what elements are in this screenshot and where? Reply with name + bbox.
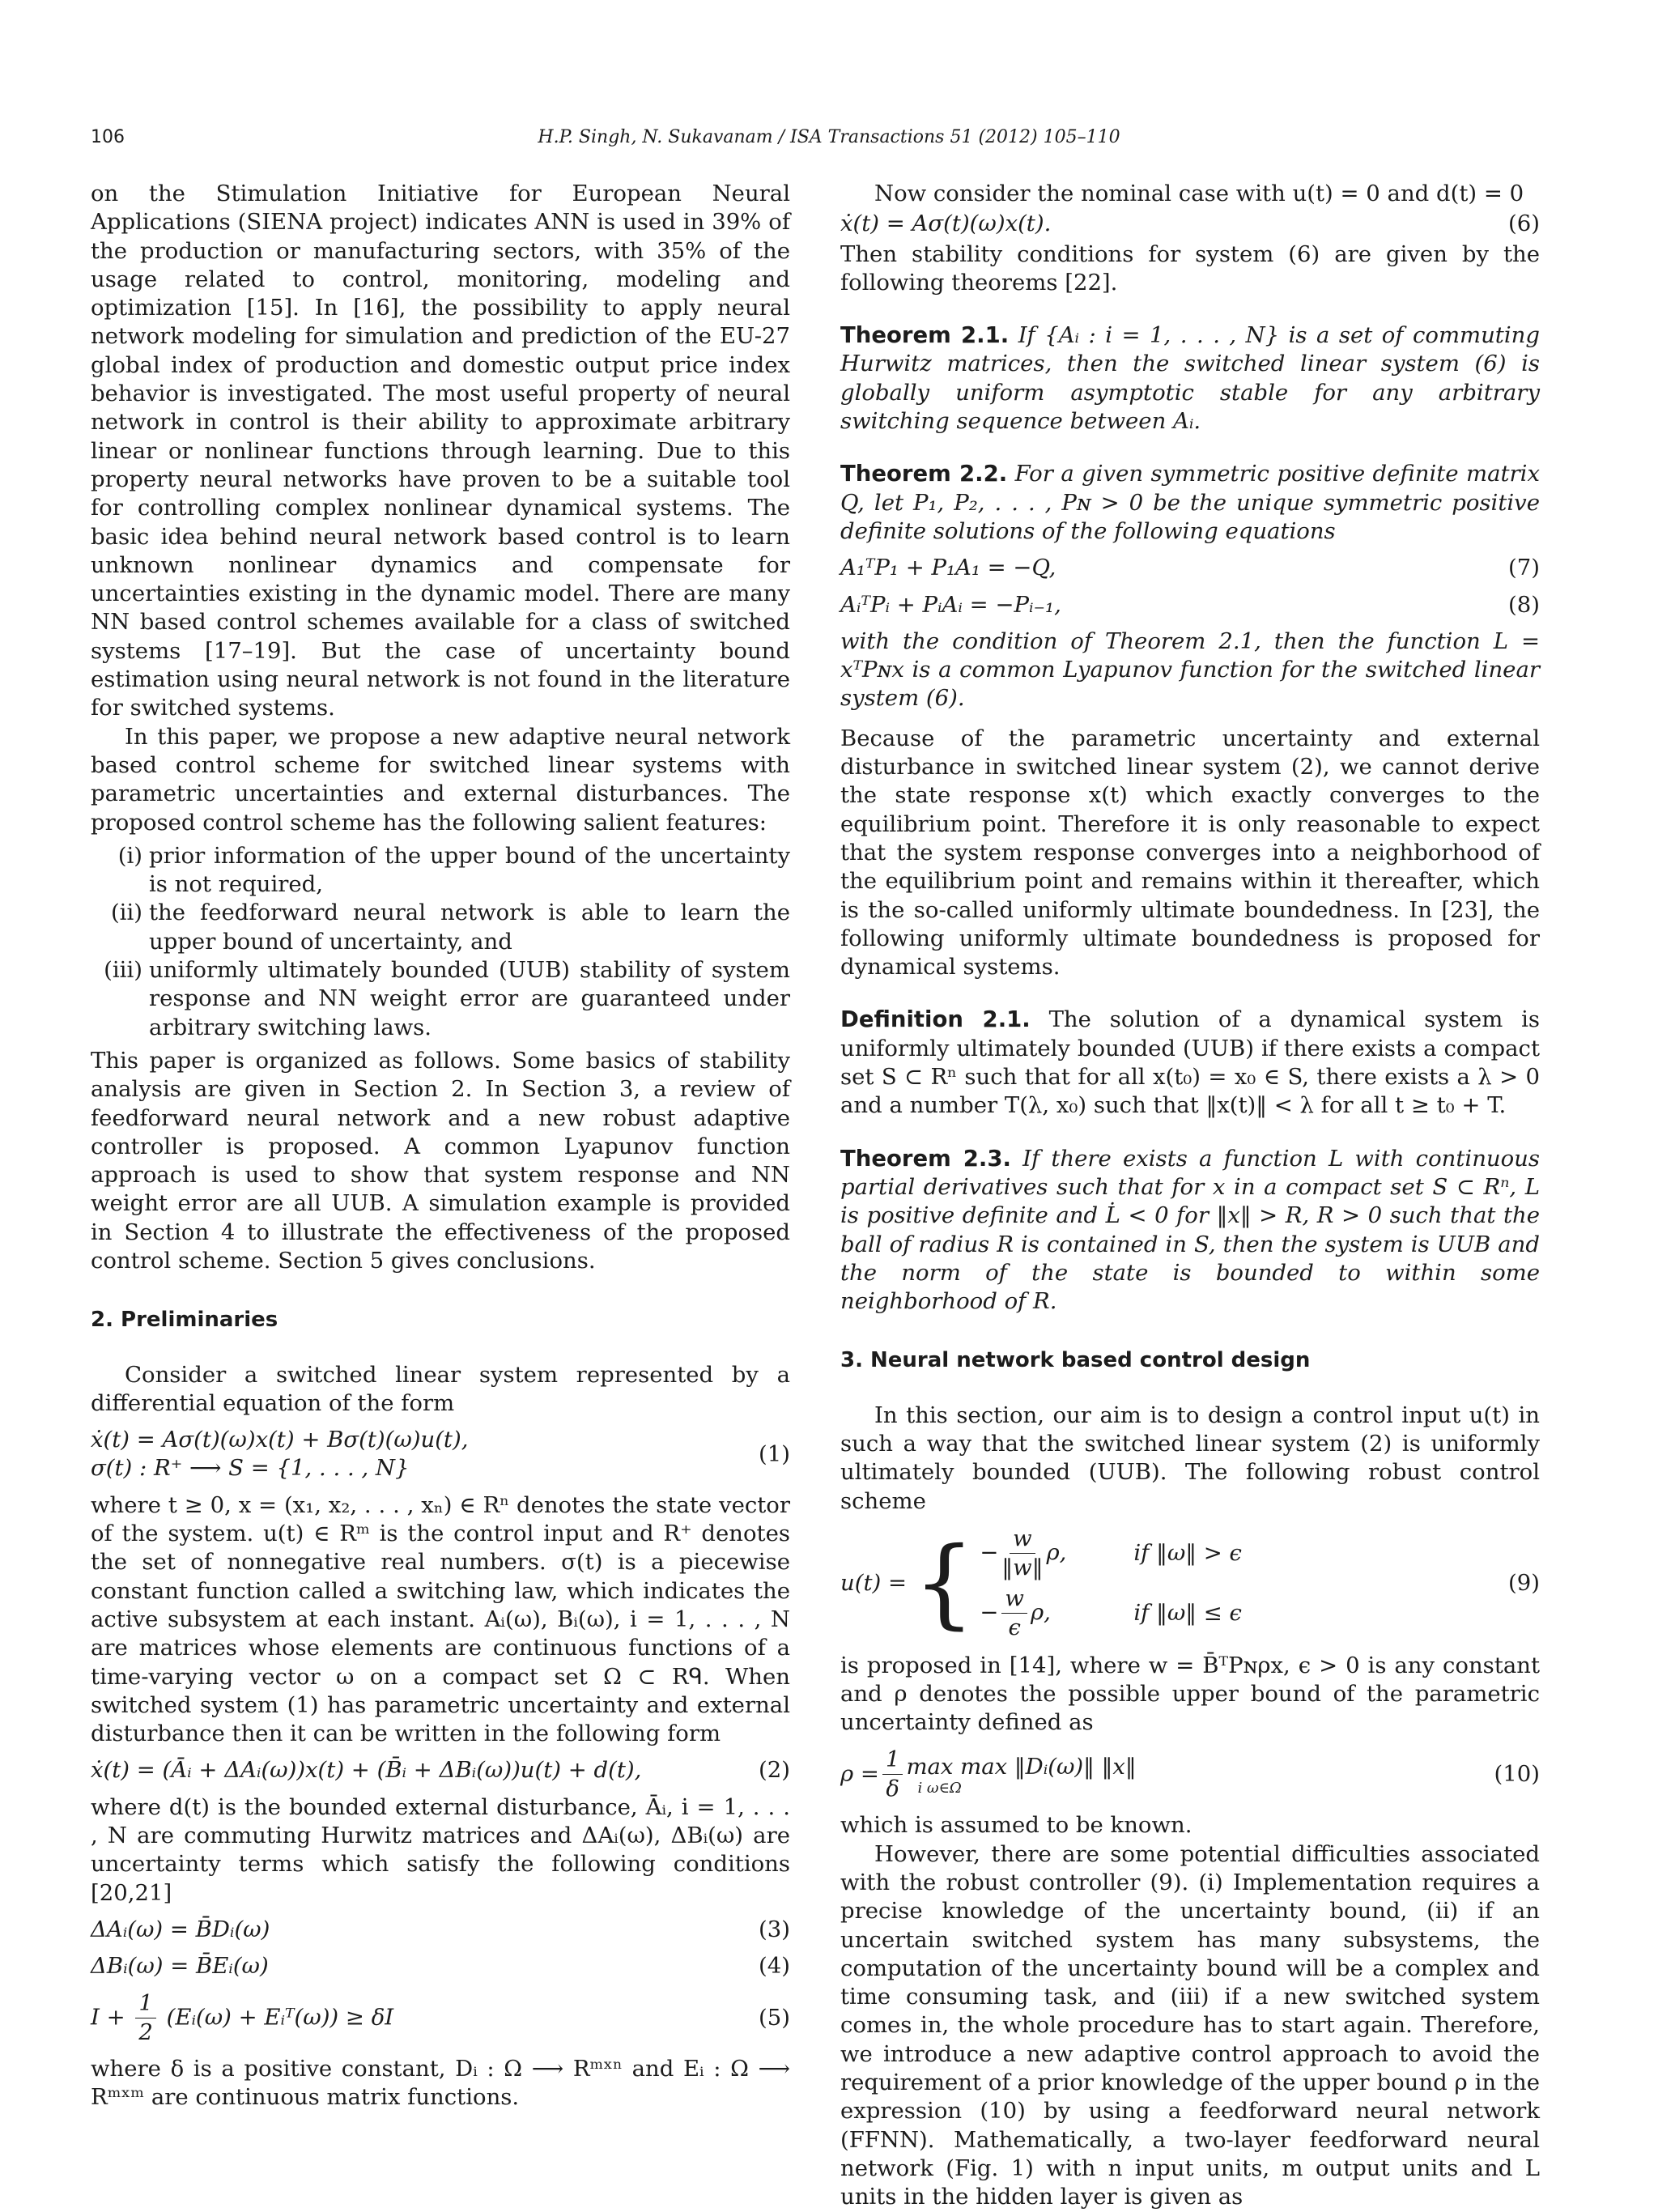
- equation-9-case-2-fraction: [1001, 1585, 1027, 1643]
- equation-10-numerator: 1: [882, 1746, 903, 1775]
- list-item-text: uniformly ultimately bounded (UUB) stability of system response and NN weight error are guaranteed under arbitrary switching laws.: [149, 957, 790, 1040]
- equation-10-fraction: [882, 1746, 903, 1804]
- equation-4: [91, 1952, 790, 1980]
- list-item: [91, 899, 790, 956]
- equation-6-number: (6): [1508, 211, 1540, 237]
- equation-9-case-1-numerator: w: [1010, 1525, 1035, 1554]
- equation-9-case-1-fraction: [1001, 1525, 1043, 1583]
- equation-9-case-2-denominator: ϵ: [1008, 1614, 1021, 1641]
- equation-5-fraction: [135, 1989, 156, 2048]
- theorem-2-2-body: For a given symmetric positive definite matrix Q, let P₁, P₂, . . . , Pɴ > 0 be the unique symmetric positive definite solutions of the following equations: [840, 461, 1540, 544]
- list-item-text: prior information of the upper bound of the uncertainty is not required,: [149, 842, 790, 898]
- theorem-2-3: [840, 1145, 1540, 1317]
- equation-5: [91, 1989, 790, 2048]
- equation-9-case-2-condition: if ‖ω‖ ≤ ϵ: [1133, 1600, 1242, 1627]
- equation-9: [840, 1524, 1540, 1644]
- equation-5-number: (5): [759, 2004, 790, 2031]
- equation-9-case-1-rho: ρ,: [1046, 1539, 1067, 1566]
- equation-2: [91, 1756, 790, 1784]
- page-number: 106: [91, 127, 125, 147]
- journal-reference: H.P. Singh, N. Sukavanam / ISA Transactions 51 (2012) 105–110: [538, 127, 1120, 147]
- equation-10-post: max max ‖Dᵢ(ω)‖ ‖x‖: [906, 1753, 1137, 1780]
- consider-paragraph: Consider a switched linear system represented by a differential equation of the form: [91, 1361, 790, 1416]
- theorem-2-1-body: If {Aᵢ : i = 1, . . . , N} is a set of commuting Hurwitz matrices, then the switched linear system (6) is globally uniform asymptotic stable for any arbitrary switching sequence between Aᵢ.: [840, 322, 1540, 435]
- equation-5-denominator: 2: [138, 2018, 153, 2045]
- theorem-2-3-body: If there exists a function L with continuous partial derivatives such that for x in a compact set S ⊂ Rⁿ, L is positive definite and L̇ < 0 for ‖x‖ > R, R > 0 such that the ball of radius R is contained in S, then the system is UUB and the norm of the state is bounded to within some neighborhood of R.: [840, 1145, 1540, 1315]
- equation-2-number: (2): [759, 1757, 790, 1784]
- equation-6: [840, 210, 1540, 238]
- list-item-text: the feedforward neural network is able to learn the upper bound of uncertainty, and: [149, 900, 790, 955]
- because-paragraph: Because of the parametric uncertainty and external disturbance in switched linear system (2), we cannot derive the state response x(t) which exactly converges to the equilibrium point. Therefore it is only reasonable to expect that the system response converges into a neighborhood of the equilibrium point and remains within it thereafter, which is the so-called uniformly ultimate boundedness. In [23], the following uniformly ultimate boundedness is proposed for dynamical systems.: [840, 725, 1540, 981]
- organization-paragraph: This paper is organized as follows. Some basics of stability analysis are given in Section 2. In Section 3, a review of feedforward neural network and a new robust adaptive controller is proposed. A common Lyapunov function approach is used to show that system response and NN weight error are all UUB. A simulation example is provided in Section 4 to illustrate the effectiveness of the proposed control scheme. Section 5 gives conclusions.: [91, 1047, 790, 1274]
- equation-8-body: AᵢᵀPᵢ + PᵢAᵢ = −Pᵢ₋₁,: [840, 591, 1061, 618]
- section-3-heading: 3. Neural network based control design: [840, 1348, 1311, 1373]
- theorem-2-1: [840, 321, 1540, 436]
- assumed-paragraph: which is assumed to be known.: [840, 1812, 1192, 1839]
- equation-1-number: (1): [759, 1440, 790, 1467]
- equation-7: [840, 554, 1540, 582]
- equation-1-line-1: ẋ(t) = Aσ(t)(ω)x(t) + Bσ(t)(ω)u(t),: [91, 1427, 469, 1453]
- section-3-paragraph: In this section, our aim is to design a control input u(t) in such a way that the switched linear system (2) is uniformly ultimately bounded (UUB). The following robust control scheme: [840, 1402, 1540, 1514]
- equation-10-number: (10): [1494, 1760, 1540, 1787]
- equation-5-pre: I +: [91, 2003, 125, 2030]
- equation-9-case-2: − $\frac{w}{\epsilon}$ ρ, if ‖ω‖ ≤ ϵ: [980, 1584, 1242, 1644]
- equation-9-number: (9): [1508, 1570, 1540, 1597]
- equation-2-body: ẋ(t) = (Āᵢ + ΔAᵢ(ω))x(t) + (B̄ᵢ + ΔBᵢ(ω))u(t) + d(t),: [91, 1757, 642, 1784]
- theorem-2-2-tail: with the condition of Theorem 2.1, then the function L = xᵀPɴx is a common Lyapunov function for the switched linear system (6).: [840, 627, 1540, 712]
- section-2-heading: 2. Preliminaries: [91, 1308, 278, 1333]
- theorem-2-2: [840, 460, 1540, 546]
- definition-2-1-body: The solution of a dynamical system is uniformly ultimately bounded (UUB) if there exists a compact set S ⊂ Rⁿ such that for all x(t₀) = x₀ ∈ S, there exists a λ > 0 and a number T(λ, x₀) such that ‖x(t)‖ < λ for all t ≥ t₀ + T.: [840, 1006, 1540, 1119]
- page-header: [0, 127, 1658, 160]
- left-brace-icon: {: [913, 1526, 976, 1640]
- equation-9-case-1: − $\frac{w}{‖w‖}$ ρ, if ‖ω‖ > ϵ: [980, 1524, 1242, 1584]
- equation-3-number: (3): [759, 1916, 790, 1942]
- where-paragraph-3: where δ is a positive constant, Dᵢ : Ω ⟶ Rᵐˣⁿ and Eᵢ : Ω ⟶ Rᵐˣᵐ are continuous matrix functions.: [91, 2056, 790, 2111]
- equation-9-case-2-numerator: w: [1001, 1585, 1027, 1614]
- equation-1: [91, 1426, 790, 1483]
- where-paragraph-2: where d(t) is the bounded external disturbance, Āᵢ, i = 1, . . . , N are commuting Hurwitz matrices and ΔAᵢ(ω), ΔBᵢ(ω) are uncertainty terms which satisfy the following conditions [20,21]: [91, 1793, 790, 1906]
- equation-10: [840, 1746, 1540, 1804]
- theorem-2-1-title: Theorem 2.1.: [840, 322, 1010, 349]
- equation-6-body: ẋ(t) = Aσ(t)(ω)x(t).: [840, 211, 1052, 237]
- features-list: [91, 842, 790, 1042]
- equation-7-number: (7): [1508, 555, 1540, 581]
- however-paragraph: However, there are some potential difficulties associated with the robust controller (9). (i) Implementation requires a precise knowledge of the uncertainty bound, (ii) if an uncertain switched system has many subsystems, the computation of the uncertainty bound will be a complex and time consuming task, and (iii) if a new switched system comes in, the whole procedure has to start again. Therefore, we introduce a new adaptive control approach to avoid the requirement of a prior knowledge of the upper bound ρ in the expression (10) by using a feedforward neural network (FFNN). Mathematically, a two-layer feedforward neural network (Fig. 1) with n input units, m output units and L units in the hidden layer is given as: [840, 1840, 1540, 2210]
- equation-4-number: (4): [759, 1953, 790, 1980]
- nominal-paragraph: Now consider the nominal case with u(t) = 0 and d(t) = 0: [874, 181, 1524, 206]
- intro-paragraph: on the Stimulation Initiative for European Neural Applications (SIENA project) indicates ANN is used in 39% of the production or manufacturing sectors, with 35% of the usage related to control, monitoring, modeling and optimization [15]. In [16], the possibility to apply neural network modeling for simulation and prediction of the EU-27 global index of production and domestic output price index behavior is investigated. The most useful property of neural network in control is their ability to approximate arbitrary linear or nonlinear functions through learning. Due to this property neural networks have proven to be a suitable tool for controlling complex nonlinear dynamical systems. The basic idea behind neural network based control is to learn unknown nonlinear dynamics and compensate for uncertainties existing in the dynamic model. There are many NN based control schemes available for a class of switched systems [17–19]. But the case of uncertainty bound estimation using neural network is not found in the literature for switched systems.: [91, 181, 790, 721]
- right-column: [840, 180, 1540, 2212]
- proposal-paragraph: In this paper, we propose a new adaptive neural network based control scheme for switched linear systems with parametric uncertainties and external disturbances. The proposed control scheme has the following salient features:: [91, 723, 790, 836]
- list-item: [91, 956, 790, 1042]
- equation-5-post: (Eᵢ(ω) + Eᵢᵀ(ω)) ≥ δI: [166, 2003, 394, 2030]
- equation-8-number: (8): [1508, 591, 1540, 618]
- theorem-2-2-title: Theorem 2.2.: [840, 461, 1008, 487]
- stability-paragraph: Then stability conditions for system (6) are given by the following theorems [22].: [840, 240, 1540, 296]
- equation-9-case-1-condition: if ‖ω‖ > ϵ: [1133, 1540, 1242, 1567]
- equation-3-body: ΔAᵢ(ω) = B̄Dᵢ(ω): [91, 1916, 270, 1942]
- equation-8: [840, 591, 1540, 619]
- theorem-2-3-title: Theorem 2.3.: [840, 1145, 1011, 1172]
- equation-1-line-2: σ(t) : R⁺ ⟶ S = {1, . . . , N}: [91, 1455, 410, 1482]
- list-item-label: (ii): [110, 900, 142, 926]
- equation-7-body: A₁ᵀP₁ + P₁A₁ = −Q,: [840, 555, 1056, 581]
- equation-10-subscripts: i ω∈Ω: [917, 1780, 962, 1797]
- equation-9-lhs: u(t) =: [840, 1570, 908, 1597]
- equation-4-body: ΔBᵢ(ω) = B̄Eᵢ(ω): [91, 1953, 269, 1980]
- equation-5-numerator: 1: [135, 1989, 156, 2018]
- list-item-label: (iii): [104, 957, 142, 984]
- equation-3: [91, 1916, 790, 1944]
- equation-9-case-1-denominator: ‖w‖: [1001, 1555, 1044, 1581]
- equation-10-denominator: δ: [886, 1776, 899, 1802]
- proposed-paragraph: is proposed in [14], where w = B̄ᵀPɴρx, ϵ > 0 is any constant and ρ denotes the possible upper bound of the parametric uncertainty defined as: [840, 1652, 1540, 1736]
- definition-2-1-title: Definition 2.1.: [840, 1006, 1031, 1033]
- left-column: [91, 180, 790, 2112]
- equation-9-case-2-rho: ρ,: [1030, 1599, 1051, 1626]
- definition-2-1: [840, 1006, 1540, 1120]
- equation-10-pre: ρ =: [840, 1760, 879, 1787]
- where-paragraph-1: where t ≥ 0, x = (x₁, x₂, . . . , xₙ) ∈ Rⁿ denotes the state vector of the system. u(t) ∈ Rᵐ is the control input and R⁺ denotes the set of nonnegative real numbers. σ(t) is a piecewise constant function called a switching law, which indicates the active subsystem at each instant. Aᵢ(ω), Bᵢ(ω), i = 1, . . . , N are matrices whose elements are continuous functions of a time-varying vector ω on a compact set Ω ⊂ Rᑫ. When switched system (1) has parametric uncertainty and external disturbance then it can be written in the following form: [91, 1491, 790, 1747]
- list-item-label: (i): [117, 842, 142, 869]
- list-item: [91, 842, 790, 900]
